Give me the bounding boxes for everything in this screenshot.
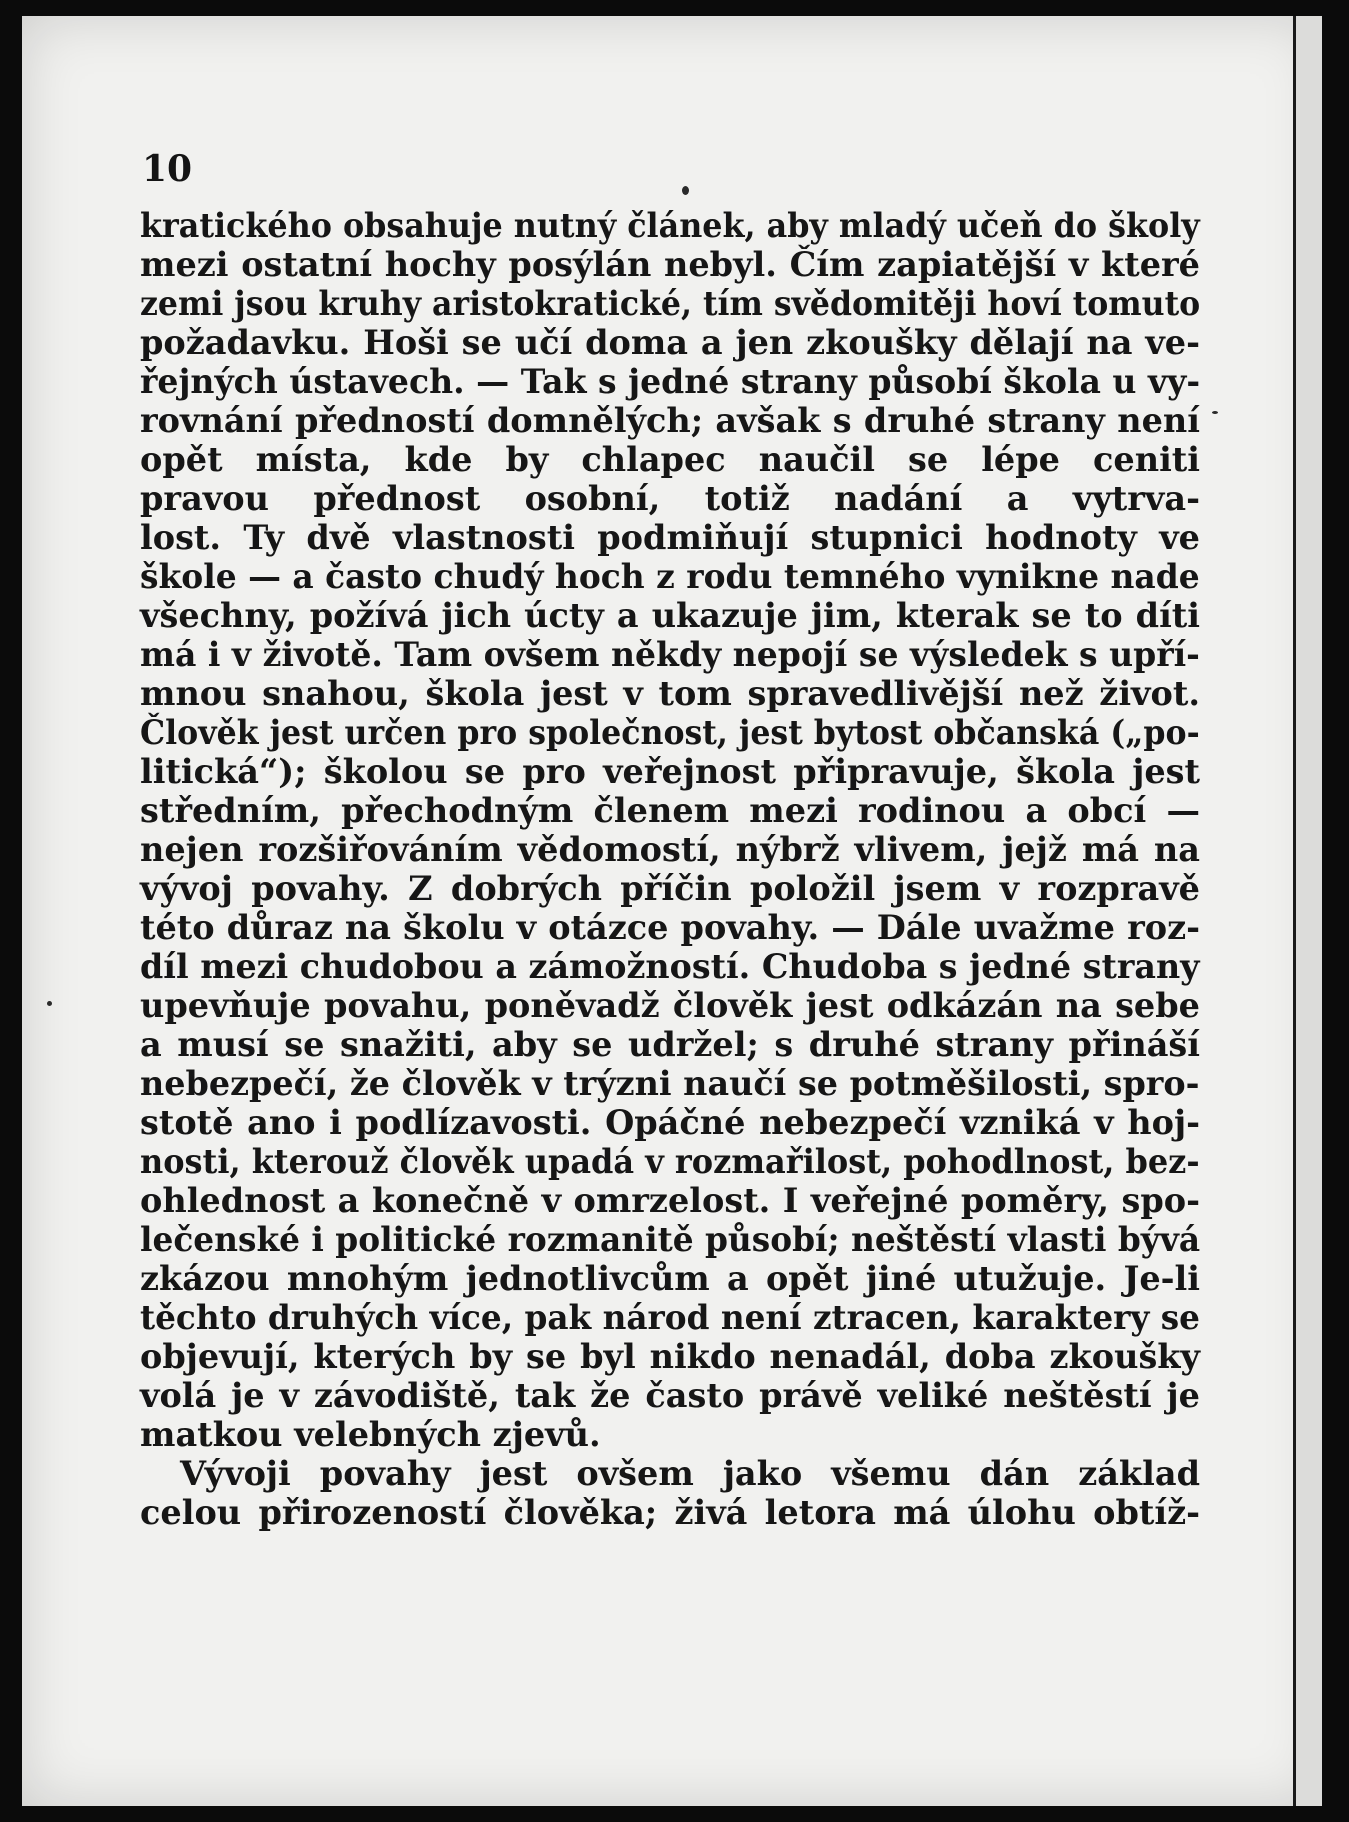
ink-speck [47,1001,52,1006]
text-line: kratického obsahuje nutný článek, aby mladý učeň do školy [140,206,1200,245]
text-line: upevňuje povahu, poněvadž člověk jest odkázán na sebe [140,986,1200,1025]
text-line: objevují, kterých by se byl nikdo nenadál, doba zkoušky [140,1337,1200,1376]
paragraph-1 [140,206,1200,1454]
text-line: rovnání předností domnělých; avšak s druhé strany není [140,401,1200,440]
text-line: vývoj povahy. Z dobrých příčin položil jsem v rozpravě [140,869,1200,908]
page-edge [1293,16,1322,1806]
body-text [140,206,1200,1532]
text-line: Vývoji povahy jest ovšem jako všemu dán základ [180,1454,1200,1493]
text-line: volá je v závodiště, tak že často právě veliké neštěstí je [140,1376,1200,1415]
book-page [22,16,1322,1806]
ink-speck [1212,411,1218,414]
text-line: této důraz na školu v otázce povahy. — Dále uvažme roz- [140,908,1200,947]
text-line: lečenské i politické rozmanitě působí; neštěstí vlasti bývá [140,1220,1201,1259]
text-line: má i v životě. Tam ovšem někdy nepojí se výsledek s upří- [140,635,1200,674]
text-line: řejných ústavech. — Tak s jedné strany působí škola u vy- [140,362,1201,401]
text-line: požadavku. Hoši se učí doma a jen zkoušky dělají na ve- [140,323,1200,362]
text-line: nosti, kterouž člověk upadá v rozmařilost, pohodlnost, bez- [140,1142,1200,1181]
paragraph-2 [140,1454,1200,1532]
text-line: matkou velebných zjevů. [140,1415,601,1454]
text-line: nejen rozšiřováním vědomostí, nýbrž vlivem, jejž má na [140,830,1200,869]
text-line: ohlednost a konečně v omrzelost. I veřejné poměry, spo- [140,1181,1200,1220]
page-number: 10 [142,148,193,190]
text-line: středním, přechodným členem mezi rodinou a obcí — [140,791,1200,830]
text-line: zkázou mnohým jednotlivcům a opět jiné utužuje. Je-li [140,1259,1200,1298]
text-line: díl mezi chudobou a zámožností. Chudoba s jedné strany [140,947,1200,986]
text-line: lost. Ty dvě vlastnosti podmiňují stupnici hodnoty ve [140,518,1200,557]
text-line: škole — a často chudý hoch z rodu temného vynikne nade [140,557,1200,596]
text-line: litická“); školou se pro veřejnost připravuje, škola jest [140,752,1200,791]
text-line: mezi ostatní hochy posýlán nebyl. Čím zapiatější v které [140,245,1200,284]
ink-speck [682,186,689,195]
text-line: celou přirozeností člověka; živá letora má úlohu obtíž- [140,1493,1200,1532]
text-line: pravou přednost osobní, totiž nadání a vytrva- [140,479,1200,518]
text-line: a musí se snažiti, aby se udržel; s druhé strany přináší [140,1025,1200,1064]
text-line: těchto druhých více, pak národ není ztracen, karaktery se [140,1298,1200,1337]
text-line: opět místa, kde by chlapec naučil se lépe ceniti [140,440,1200,479]
text-line: všechny, požívá jich úcty a ukazuje jim, kterak se to díti [140,596,1200,635]
text-line: mnou snahou, škola jest v tom spravedlivější než život. [140,674,1200,713]
text-line: nebezpečí, že člověk v trýzni naučí se potměšilosti, spro- [140,1064,1200,1103]
text-line: zemi jsou kruhy aristokratické, tím svědomitěji hoví tomuto [140,284,1201,323]
text-line: stotě ano i podlízavosti. Opáčné nebezpečí vzniká v hoj- [140,1103,1200,1142]
text-line: Člověk jest určen pro společnost, jest bytost občanská („po- [140,713,1200,752]
